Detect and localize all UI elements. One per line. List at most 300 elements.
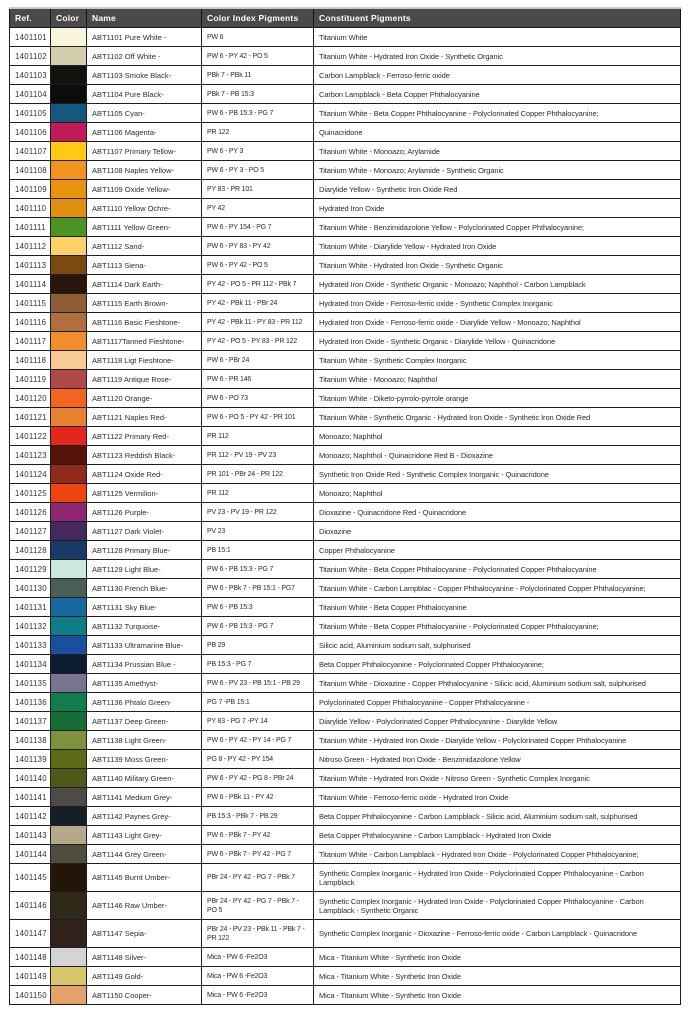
table-row bbox=[10, 826, 681, 845]
constituent-cell: Carbon Lampblack - Beta Copper Phthalocyanine bbox=[314, 85, 681, 104]
color-swatch bbox=[51, 655, 87, 674]
constituent-cell: Titanium White - Beta Copper Phthalocyanine - Polyclorinated Copper Phthalocyanine; bbox=[314, 617, 681, 636]
constituent-cell: Beta Copper Phthalocyanine - Carbon Lampblack - Hydrated Iron Oxide bbox=[314, 826, 681, 845]
name-cell: ABT1145 Burnt Umber- bbox=[87, 864, 202, 892]
table-row bbox=[10, 892, 681, 920]
constituent-cell: Synthetic Iron Oxide Red - Synthetic Complex Inorganic - Quinacridone bbox=[314, 465, 681, 484]
table-row bbox=[10, 920, 681, 948]
name-cell: ABT1107 Primary Tellow- bbox=[87, 142, 202, 161]
ref-cell: 1401141 bbox=[10, 788, 51, 807]
constituent-cell: Silicic acid, Aluminium sodium salt, sulphurised bbox=[314, 636, 681, 655]
table-body bbox=[10, 28, 681, 1005]
color-index-cell: PBr 24 - PY 42 - PG 7 - PBk 7 - PO 5 bbox=[202, 892, 314, 920]
table-row bbox=[10, 408, 681, 427]
table-row bbox=[10, 636, 681, 655]
table-row bbox=[10, 66, 681, 85]
ref-cell: 1401122 bbox=[10, 427, 51, 446]
color-swatch bbox=[51, 892, 87, 920]
table-row bbox=[10, 788, 681, 807]
color-swatch bbox=[51, 351, 87, 370]
color-index-cell: PB 15:3 - PG 7 bbox=[202, 655, 314, 674]
name-cell: ABT1115 Earth Brown- bbox=[87, 294, 202, 313]
name-cell: ABT1103 Smoke Black- bbox=[87, 66, 202, 85]
constituent-cell: Hydrated Iron Oxide - Ferroso-ferric oxide - Synthetic Complex Inorganic bbox=[314, 294, 681, 313]
color-swatch bbox=[51, 598, 87, 617]
ref-cell: 1401120 bbox=[10, 389, 51, 408]
name-cell: ABT1129 Light Blue- bbox=[87, 560, 202, 579]
constituent-cell: Carbon Lampblack - Ferroso-ferric oxide bbox=[314, 66, 681, 85]
constituent-cell: Titanium White - Carbon Lampblac - Copper Phthalocyanine - Polyclorinated Copper Phthalocyanine; bbox=[314, 579, 681, 598]
ref-cell: 1401140 bbox=[10, 769, 51, 788]
color-index-cell: PV 23 bbox=[202, 522, 314, 541]
ref-cell: 1401145 bbox=[10, 864, 51, 892]
table-row bbox=[10, 484, 681, 503]
constituent-cell: Titanium White - Beta Copper Phthalocyanine - Polyclorinated Copper Phthalocyanine bbox=[314, 560, 681, 579]
constituent-cell: Titanium White - Beta Copper Phthalocyanine bbox=[314, 598, 681, 617]
name-cell: ABT1140 Military Green- bbox=[87, 769, 202, 788]
color-index-cell: PY 83 - PG 7 -PY 14 bbox=[202, 712, 314, 731]
color-index-cell: PW 6 - PY 3 - PO 5 bbox=[202, 161, 314, 180]
color-swatch bbox=[51, 427, 87, 446]
ref-cell: 1401139 bbox=[10, 750, 51, 769]
name-cell: ABT1125 Vermilion- bbox=[87, 484, 202, 503]
table-row bbox=[10, 104, 681, 123]
color-index-cell: PW 6 - PB 15:3 - PG 7 bbox=[202, 617, 314, 636]
table-row bbox=[10, 465, 681, 484]
color-swatch bbox=[51, 503, 87, 522]
color-swatch bbox=[51, 370, 87, 389]
constituent-cell: Titanium White - Hydrated Iron Oxide - Synthetic Organic bbox=[314, 47, 681, 66]
constituent-cell: Hydrated Iron Oxide bbox=[314, 199, 681, 218]
color-swatch bbox=[51, 47, 87, 66]
header-ref: Ref. bbox=[10, 8, 51, 28]
constituent-cell: Dioxazine bbox=[314, 522, 681, 541]
name-cell: ABT1142 Paynes Grey- bbox=[87, 807, 202, 826]
color-index-cell: PW 6 - PY 42 - PY 14 - PG 7 bbox=[202, 731, 314, 750]
constituent-cell: Monoazo; Naphthol bbox=[314, 484, 681, 503]
constituent-cell: Beta Copper Phthalocyanine - Carbon Lampblack - Silicic acid, Aluminium sodium salt, sulphurised bbox=[314, 807, 681, 826]
name-cell: ABT1131 Sky Blue- bbox=[87, 598, 202, 617]
pigment-table bbox=[9, 7, 681, 1005]
ref-cell: 1401103 bbox=[10, 66, 51, 85]
table-row bbox=[10, 332, 681, 351]
color-index-cell: PY 42 - PO 5 - PR 112 - PBk 7 bbox=[202, 275, 314, 294]
table-row bbox=[10, 541, 681, 560]
ref-cell: 1401133 bbox=[10, 636, 51, 655]
color-swatch bbox=[51, 948, 87, 967]
color-index-cell: PW 6 - PY 42 - PO 5 bbox=[202, 47, 314, 66]
table-row bbox=[10, 807, 681, 826]
color-index-cell: PG 7 -PB 15:1 bbox=[202, 693, 314, 712]
ref-cell: 1401110 bbox=[10, 199, 51, 218]
constituent-cell: Titanium White - Dioxazine - Copper Phthalocyanine - Silicic acid, Aluminium sodium salt, sulphurised bbox=[314, 674, 681, 693]
color-index-cell: PW 6 - PO 73 bbox=[202, 389, 314, 408]
color-index-cell: PW 6 - PBr 24 bbox=[202, 351, 314, 370]
color-swatch bbox=[51, 750, 87, 769]
color-swatch bbox=[51, 731, 87, 750]
name-cell: ABT1119 Antique Rose- bbox=[87, 370, 202, 389]
header-constituent-pigments: Constituent Pigments bbox=[314, 8, 681, 28]
table-row bbox=[10, 199, 681, 218]
color-swatch bbox=[51, 142, 87, 161]
table-row bbox=[10, 85, 681, 104]
name-cell: ABT1130 French Blue- bbox=[87, 579, 202, 598]
ref-cell: 1401131 bbox=[10, 598, 51, 617]
constituent-cell: Hydrated Iron Oxide - Synthetic Organic - Monoazo; Naphthol - Carbon Lampblack bbox=[314, 275, 681, 294]
table-row bbox=[10, 389, 681, 408]
name-cell: ABT1108 Naples Yellow- bbox=[87, 161, 202, 180]
constituent-cell: Titanium White - Beta Copper Phthalocyanine - Polyclorinated Copper Phthalocyanine; bbox=[314, 104, 681, 123]
color-index-cell: PW 6 - PBk 7 - PY 42 bbox=[202, 826, 314, 845]
ref-cell: 1401136 bbox=[10, 693, 51, 712]
ref-cell: 1401121 bbox=[10, 408, 51, 427]
ref-cell: 1401127 bbox=[10, 522, 51, 541]
ref-cell: 1401116 bbox=[10, 313, 51, 332]
ref-cell: 1401137 bbox=[10, 712, 51, 731]
table-row bbox=[10, 579, 681, 598]
name-cell: ABT1147 Sepia- bbox=[87, 920, 202, 948]
table-row bbox=[10, 674, 681, 693]
color-index-cell: PW 6 - PR 146 bbox=[202, 370, 314, 389]
color-index-cell: PY 83 - PR 101 bbox=[202, 180, 314, 199]
constituent-cell: Titanium White - Hydrated Iron Oxide - Synthetic Organic bbox=[314, 256, 681, 275]
name-cell: ABT1135 Amethyst- bbox=[87, 674, 202, 693]
color-index-cell: PY 42 - PBk 11 - PY 83 - PR 112 bbox=[202, 313, 314, 332]
color-swatch bbox=[51, 256, 87, 275]
table-row bbox=[10, 560, 681, 579]
table-row bbox=[10, 864, 681, 892]
constituent-cell: Polyclorinated Copper Phthalocyanine - Copper Phthalocyanine - bbox=[314, 693, 681, 712]
color-swatch bbox=[51, 104, 87, 123]
ref-cell: 1401123 bbox=[10, 446, 51, 465]
table-row bbox=[10, 598, 681, 617]
constituent-cell: Titanium White - Benzimidazolone Yellow - Polyclorinated Copper Phthalocyanine; bbox=[314, 218, 681, 237]
name-cell: ABT1116 Basic Fieshtone- bbox=[87, 313, 202, 332]
table-row bbox=[10, 750, 681, 769]
ref-cell: 1401102 bbox=[10, 47, 51, 66]
ref-cell: 1401115 bbox=[10, 294, 51, 313]
color-swatch bbox=[51, 864, 87, 892]
color-index-cell: PR 112 bbox=[202, 484, 314, 503]
color-swatch bbox=[51, 28, 87, 47]
table-row bbox=[10, 47, 681, 66]
name-cell: ABT1101 Pure White - bbox=[87, 28, 202, 47]
color-swatch bbox=[51, 484, 87, 503]
color-swatch bbox=[51, 522, 87, 541]
color-index-cell: PW 6 - PB 15:3 - PG 7 bbox=[202, 104, 314, 123]
ref-cell: 1401130 bbox=[10, 579, 51, 598]
color-index-cell: PW 6 - PB 15:3 - PG 7 bbox=[202, 560, 314, 579]
constituent-cell: Synthetic Complex Inorganic - Dioxazine - Ferroso-ferric oxide - Carbon Lampblack - Quinacridone bbox=[314, 920, 681, 948]
constituent-cell: Quinacridone bbox=[314, 123, 681, 142]
color-swatch bbox=[51, 408, 87, 427]
color-swatch bbox=[51, 769, 87, 788]
constituent-cell: Beta Copper Phthalocyanine - Polyclorinated Copper Phthalocyanine; bbox=[314, 655, 681, 674]
color-index-cell: PBr 24 - PY 42 - PG 7 - PBk 7 bbox=[202, 864, 314, 892]
color-index-cell: PBr 24 - PV 23 - PBk 11 - PBk 7 - PR 122 bbox=[202, 920, 314, 948]
color-index-cell: PW 6 - PY 3 bbox=[202, 142, 314, 161]
name-cell: ABT1126 Purple- bbox=[87, 503, 202, 522]
color-swatch bbox=[51, 920, 87, 948]
color-swatch bbox=[51, 294, 87, 313]
color-swatch bbox=[51, 465, 87, 484]
ref-cell: 1401118 bbox=[10, 351, 51, 370]
constituent-cell: Synthetic Complex Inorganic - Hydrated Iron Oxide - Polyclorinated Copper Phthalocyanine - Carbon Lampblack - Synthetic Organic bbox=[314, 892, 681, 920]
color-swatch bbox=[51, 446, 87, 465]
constituent-cell: Mica - Titanium White - Synthetic Iron Oxide bbox=[314, 967, 681, 986]
color-index-cell: PW 6 - PY 83 - PY 42 bbox=[202, 237, 314, 256]
constituent-cell: Titanium White - Carbon Lampblack - Hydrated Iron Oxide - Polyclorinated Copper Phthalocyanine; bbox=[314, 845, 681, 864]
color-index-cell: PB 15:1 bbox=[202, 541, 314, 560]
table-row bbox=[10, 427, 681, 446]
constituent-cell: Titanium White - Monoazo; Arylamide bbox=[314, 142, 681, 161]
color-index-cell: PW 6 - PY 42 - PG 8 - PBr 24 bbox=[202, 769, 314, 788]
table-row bbox=[10, 845, 681, 864]
color-swatch bbox=[51, 986, 87, 1005]
ref-cell: 1401107 bbox=[10, 142, 51, 161]
ref-cell: 1401142 bbox=[10, 807, 51, 826]
color-swatch bbox=[51, 967, 87, 986]
name-cell: ABT1149 Gold- bbox=[87, 967, 202, 986]
table-row bbox=[10, 313, 681, 332]
name-cell: ABT1113 Siena- bbox=[87, 256, 202, 275]
ref-cell: 1401132 bbox=[10, 617, 51, 636]
color-swatch bbox=[51, 313, 87, 332]
color-swatch bbox=[51, 788, 87, 807]
table-row bbox=[10, 180, 681, 199]
color-swatch bbox=[51, 807, 87, 826]
ref-cell: 1401126 bbox=[10, 503, 51, 522]
color-index-cell: PW 6 - PY 154 - PG 7 bbox=[202, 218, 314, 237]
color-index-cell: Mica - PW 6 -Fe2O3 bbox=[202, 967, 314, 986]
color-swatch bbox=[51, 636, 87, 655]
constituent-cell: Mica - Titanium White - Synthetic Iron Oxide bbox=[314, 948, 681, 967]
table-row bbox=[10, 731, 681, 750]
constituent-cell: Titanium White - Diarylide Yellow - Hydrated Iron Oxide bbox=[314, 237, 681, 256]
table-row bbox=[10, 986, 681, 1005]
color-swatch bbox=[51, 237, 87, 256]
name-cell: ABT1132 Turquoise- bbox=[87, 617, 202, 636]
color-swatch bbox=[51, 66, 87, 85]
ref-cell: 1401149 bbox=[10, 967, 51, 986]
color-index-cell: PB 15:3 - PBk 7 - PB 29 bbox=[202, 807, 314, 826]
color-swatch bbox=[51, 123, 87, 142]
table-row bbox=[10, 218, 681, 237]
ref-cell: 1401129 bbox=[10, 560, 51, 579]
color-index-cell: PW 6 - PO 5 - PY 42 - PR 101 bbox=[202, 408, 314, 427]
name-cell: ABT1138 Light Green- bbox=[87, 731, 202, 750]
ref-cell: 1401114 bbox=[10, 275, 51, 294]
name-cell: ABT1136 Phtalo Green- bbox=[87, 693, 202, 712]
table-row bbox=[10, 712, 681, 731]
color-swatch bbox=[51, 199, 87, 218]
constituent-cell: Synthetic Complex Inorganic - Hydrated Iron Oxide - Polyclorinated Copper Phthalocyanine - Carbon Lampblack bbox=[314, 864, 681, 892]
color-swatch bbox=[51, 541, 87, 560]
table-row bbox=[10, 693, 681, 712]
table-row bbox=[10, 237, 681, 256]
table-row bbox=[10, 370, 681, 389]
color-swatch bbox=[51, 826, 87, 845]
ref-cell: 1401124 bbox=[10, 465, 51, 484]
ref-cell: 1401105 bbox=[10, 104, 51, 123]
table-row bbox=[10, 28, 681, 47]
constituent-cell: Diarylide Yellow - Synthetic Iron Oxide Red bbox=[314, 180, 681, 199]
ref-cell: 1401148 bbox=[10, 948, 51, 967]
table-row bbox=[10, 655, 681, 674]
table-row bbox=[10, 256, 681, 275]
constituent-cell: Titanium White - Diketo-pyrrolo-pyrrole orange bbox=[314, 389, 681, 408]
constituent-cell: Nitroso Green - Hydrated Iron Oxide - Benzimidazolone Yellow bbox=[314, 750, 681, 769]
color-swatch bbox=[51, 560, 87, 579]
ref-cell: 1401150 bbox=[10, 986, 51, 1005]
table-row bbox=[10, 294, 681, 313]
color-swatch bbox=[51, 617, 87, 636]
ref-cell: 1401134 bbox=[10, 655, 51, 674]
constituent-cell: Titanium White - Hydrated Iron Oxide - Nitroso Green - Synthetic Complex Inorganic bbox=[314, 769, 681, 788]
color-swatch bbox=[51, 180, 87, 199]
constituent-cell: Hydrated Iron Oxide - Synthetic Organic - Diarylide Yellow - Quinacridone bbox=[314, 332, 681, 351]
table-row bbox=[10, 967, 681, 986]
ref-cell: 1401111 bbox=[10, 218, 51, 237]
color-index-cell: Mica - PW 6 -Fe2O3 bbox=[202, 986, 314, 1005]
table-row bbox=[10, 123, 681, 142]
name-cell: ABT1120 Orange- bbox=[87, 389, 202, 408]
constituent-cell: Mica - Titanium White - Synthetic Iron Oxide bbox=[314, 986, 681, 1005]
table-row bbox=[10, 142, 681, 161]
color-index-cell: PR 122 bbox=[202, 123, 314, 142]
table-row bbox=[10, 522, 681, 541]
name-cell: ABT1144 Grey Green- bbox=[87, 845, 202, 864]
color-swatch bbox=[51, 161, 87, 180]
ref-cell: 1401117 bbox=[10, 332, 51, 351]
name-cell: ABT1123 Reddish Black- bbox=[87, 446, 202, 465]
color-swatch bbox=[51, 332, 87, 351]
constituent-cell: Hydrated Iron Oxide - Ferroso-ferric oxide - Diarylide Yellow - Monoazo; Naphthol bbox=[314, 313, 681, 332]
color-index-cell: PY 42 bbox=[202, 199, 314, 218]
name-cell: ABT1102 Off White - bbox=[87, 47, 202, 66]
name-cell: ABT1134 Prussian Blue - bbox=[87, 655, 202, 674]
ref-cell: 1401147 bbox=[10, 920, 51, 948]
color-index-cell: PW 6 - PBk 7 - PB 15:1 - PG7 bbox=[202, 579, 314, 598]
ref-cell: 1401104 bbox=[10, 85, 51, 104]
color-index-cell: PY 42 - PO 5 - PY 83 - PR 122 bbox=[202, 332, 314, 351]
constituent-cell: Titanium White bbox=[314, 28, 681, 47]
name-cell: ABT1121 Naples Red- bbox=[87, 408, 202, 427]
constituent-cell: Monoazo; Naphthol bbox=[314, 427, 681, 446]
table-row bbox=[10, 446, 681, 465]
table-row bbox=[10, 351, 681, 370]
constituent-cell: Copper Phthalocyanine bbox=[314, 541, 681, 560]
header-row bbox=[10, 8, 681, 28]
color-swatch bbox=[51, 845, 87, 864]
name-cell: ABT1148 Silver- bbox=[87, 948, 202, 967]
name-cell: ABT1122 Primary Red- bbox=[87, 427, 202, 446]
ref-cell: 1401101 bbox=[10, 28, 51, 47]
ref-cell: 1401144 bbox=[10, 845, 51, 864]
color-swatch bbox=[51, 389, 87, 408]
ref-cell: 1401125 bbox=[10, 484, 51, 503]
ref-cell: 1401112 bbox=[10, 237, 51, 256]
color-swatch bbox=[51, 674, 87, 693]
ref-cell: 1401113 bbox=[10, 256, 51, 275]
color-swatch bbox=[51, 693, 87, 712]
color-swatch bbox=[51, 712, 87, 731]
name-cell: ABT1105 Cyan- bbox=[87, 104, 202, 123]
table-row bbox=[10, 769, 681, 788]
constituent-cell: Titanium White - Monoazo; Naphthol bbox=[314, 370, 681, 389]
name-cell: ABT1104 Pure Black- bbox=[87, 85, 202, 104]
ref-cell: 1401108 bbox=[10, 161, 51, 180]
name-cell: ABT1139 Moss Green- bbox=[87, 750, 202, 769]
name-cell: ABT1133 Ultramarine Blue- bbox=[87, 636, 202, 655]
ref-cell: 1401143 bbox=[10, 826, 51, 845]
name-cell: ABT1143 Light Grey- bbox=[87, 826, 202, 845]
name-cell: ABT1146 Raw Umber- bbox=[87, 892, 202, 920]
color-index-cell: PW 6 - PB 15:3 bbox=[202, 598, 314, 617]
color-index-cell: PY 42 - PBk 11 - PBr 24 bbox=[202, 294, 314, 313]
constituent-cell: Monoazo; Naphthol - Quinacridone Red B - Dioxazine bbox=[314, 446, 681, 465]
ref-cell: 1401128 bbox=[10, 541, 51, 560]
name-cell: ABT1141 Medium Grey- bbox=[87, 788, 202, 807]
constituent-cell: Titanium White - Ferroso-ferric oxide - Hydrated Iron Oxide bbox=[314, 788, 681, 807]
ref-cell: 1401146 bbox=[10, 892, 51, 920]
name-cell: ABT1118 Ligt Fieshtone- bbox=[87, 351, 202, 370]
ref-cell: 1401109 bbox=[10, 180, 51, 199]
name-cell: ABT1124 Oxide Red- bbox=[87, 465, 202, 484]
ref-cell: 1401138 bbox=[10, 731, 51, 750]
color-index-cell: PW 6 - PBk 11 - PY 42 bbox=[202, 788, 314, 807]
color-index-cell: PR 101 - PBr 24 - PR 122 bbox=[202, 465, 314, 484]
color-index-cell: PW 6 - PY 42 - PO 5 bbox=[202, 256, 314, 275]
name-cell: ABT1114 Dark Earth- bbox=[87, 275, 202, 294]
color-index-cell: PR 112 bbox=[202, 427, 314, 446]
name-cell: ABT1137 Deep Green- bbox=[87, 712, 202, 731]
header-color-index-pigments: Color Index Pigments bbox=[202, 8, 314, 28]
name-cell: ABT1110 Yellow Ochre- bbox=[87, 199, 202, 218]
color-swatch bbox=[51, 85, 87, 104]
color-index-cell: PBk 7 - PBk 11 bbox=[202, 66, 314, 85]
color-index-cell: PW 6 - PV 23 - PB 15:1 - PB 29 bbox=[202, 674, 314, 693]
ref-cell: 1401135 bbox=[10, 674, 51, 693]
color-index-cell: PR 112 - PV 19 - PV 23 bbox=[202, 446, 314, 465]
color-index-cell: PV 23 - PV 19 - PR 122 bbox=[202, 503, 314, 522]
header-name: Name bbox=[87, 8, 202, 28]
color-index-cell: PG 8 - PY 42 - PY 154 bbox=[202, 750, 314, 769]
name-cell: ABT1128 Primary Blue- bbox=[87, 541, 202, 560]
table-row bbox=[10, 275, 681, 294]
color-swatch bbox=[51, 218, 87, 237]
constituent-cell: Dioxazine - Quinacridone Red - Quinacridone bbox=[314, 503, 681, 522]
constituent-cell: Titanium White - Synthetic Complex Inorganic bbox=[314, 351, 681, 370]
header-color: Color bbox=[51, 8, 87, 28]
table-row bbox=[10, 503, 681, 522]
table-row bbox=[10, 948, 681, 967]
name-cell: ABT1117Tanned Fieshtone- bbox=[87, 332, 202, 351]
name-cell: ABT1150 Cooper- bbox=[87, 986, 202, 1005]
constituent-cell: Titanium White - Synthetic Organic - Hydrated Iron Oxide - Synthetic Iron Oxide Red bbox=[314, 408, 681, 427]
name-cell: ABT1112 Sand- bbox=[87, 237, 202, 256]
color-index-cell: PB 29 bbox=[202, 636, 314, 655]
ref-cell: 1401106 bbox=[10, 123, 51, 142]
constituent-cell: Diarylide Yellow - Polyclorinated Copper Phthalocyanine - Diarylide Yellow bbox=[314, 712, 681, 731]
color-index-cell: PW 6 - PBk 7 - PY 42 - PG 7 bbox=[202, 845, 314, 864]
color-swatch bbox=[51, 579, 87, 598]
color-index-cell: PBk 7 - PB 15:3 bbox=[202, 85, 314, 104]
name-cell: ABT1106 Magenta- bbox=[87, 123, 202, 142]
table-row bbox=[10, 161, 681, 180]
name-cell: ABT1109 Oxide Yellow- bbox=[87, 180, 202, 199]
name-cell: ABT1111 Yellow Green- bbox=[87, 218, 202, 237]
